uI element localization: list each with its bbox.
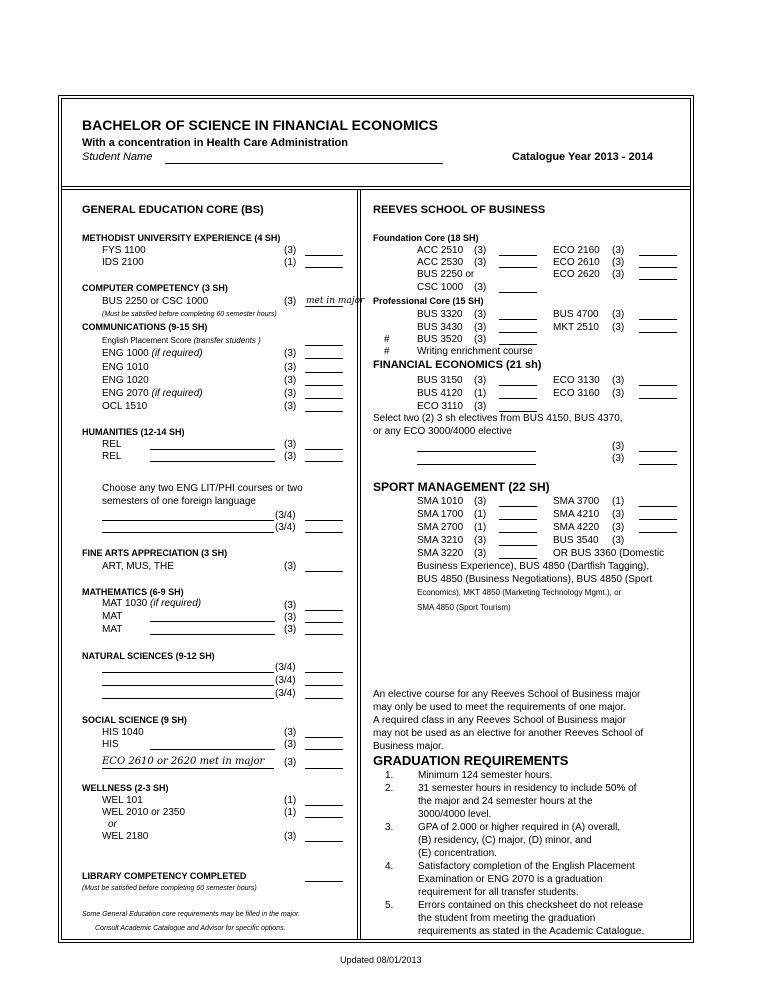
course-label: BUS 3150	[417, 375, 463, 386]
credit-hours: (3)	[612, 453, 625, 464]
foundation-title: Foundation Core (18 SH)	[373, 233, 479, 243]
grade-line[interactable]	[305, 805, 343, 806]
humanities-title: HUMANITIES (12-14 SH)	[82, 427, 185, 437]
course-label: BUS 4700	[553, 309, 599, 320]
alternative-courses: BUS 4850 (Business Negotiations), BUS 4850 (Sport	[417, 574, 653, 585]
elective-note: An elective course for any Reeves School of Business major	[373, 689, 641, 700]
course-label: MAT 1030 (if required)	[102, 598, 202, 609]
course-label: SMA 3210	[417, 535, 464, 546]
credit-hours: (3)	[284, 388, 297, 399]
grade-line[interactable]	[639, 532, 677, 533]
course-label: WEL 2010 or 2350	[102, 807, 186, 818]
grade-line[interactable]	[499, 398, 537, 399]
fine-arts-title: FINE ARTS APPRECIATION (3 SH)	[82, 548, 228, 558]
course-label: SMA 3220	[417, 548, 464, 559]
natural-title: NATURAL SCIENCES (9-12 SH)	[82, 651, 215, 661]
course-label: ECO 2620	[553, 269, 600, 280]
credit-hours: (3)	[612, 535, 625, 546]
credit-hours: (3)	[284, 439, 297, 450]
elective-note: Business major.	[373, 741, 444, 752]
credit-hours: (3)	[474, 496, 487, 507]
course-line[interactable]	[150, 634, 275, 635]
grade-line[interactable]	[305, 345, 343, 346]
course-line[interactable]	[102, 532, 274, 533]
updated-date: Updated 08/01/2013	[340, 955, 422, 965]
list-item: Minimum 124 semester hours.	[418, 770, 553, 781]
credit-hours: (3)	[474, 535, 487, 546]
course-label: ACC 2510	[417, 245, 464, 256]
grade-line[interactable]	[639, 332, 677, 333]
math-title: MATHEMATICS (6-9 SH)	[82, 587, 184, 597]
grade-line[interactable]	[305, 398, 343, 399]
list-item: (B) residency, (C) major, (D) minor, and	[418, 835, 592, 846]
credit-hours: (3)	[612, 322, 625, 333]
credit-hours: (1)	[474, 388, 487, 399]
grade-line[interactable]	[305, 768, 343, 769]
grade-line[interactable]	[499, 411, 537, 412]
grade-line[interactable]	[305, 749, 343, 750]
course-label: REL	[102, 451, 122, 462]
course-line[interactable]	[102, 672, 274, 673]
grade-line[interactable]	[305, 255, 343, 256]
list-item: Examination or ENG 2070 is a graduation	[418, 874, 603, 885]
grade-line[interactable]	[499, 385, 537, 386]
grade-line[interactable]	[305, 461, 343, 462]
grade-line[interactable]	[499, 558, 537, 559]
credit-hours: (3)	[474, 548, 487, 559]
course-label: BUS 3520	[417, 334, 463, 345]
credit-hours: (3)	[612, 441, 625, 452]
alternative-courses: Business Experience), BUS 4850 (Dartfish Tagging),	[417, 561, 650, 572]
or-label: or	[108, 819, 117, 830]
credit-hours: (3)	[284, 401, 297, 412]
writing-mark: #	[384, 346, 390, 357]
course-line[interactable]	[102, 698, 274, 699]
course-line[interactable]	[150, 461, 275, 462]
grade-line[interactable]	[499, 545, 537, 546]
course-line[interactable]	[417, 464, 536, 465]
list-number: 1.	[385, 770, 394, 781]
page-title: BACHELOR OF SCIENCE IN FINANCIAL ECONOMICS	[82, 117, 438, 133]
grade-line[interactable]	[499, 255, 537, 256]
credit-hours: (3)	[284, 757, 297, 768]
alternative-courses: SMA 4850 (Sport Tourism)	[417, 603, 511, 612]
course-line[interactable]	[102, 685, 274, 686]
list-item: (E) concentration.	[418, 848, 497, 859]
credit-hours: (1)	[612, 496, 625, 507]
elective-note: may not be used as an elective for another Reeves School of	[373, 728, 644, 739]
credit-hours: (3)	[284, 739, 297, 750]
grade-line[interactable]	[639, 464, 677, 465]
elective-note: may only be used to meet the requirements of one major.	[373, 702, 626, 713]
course-label: ECO 3130	[553, 375, 600, 386]
library-check-line[interactable]	[305, 881, 343, 882]
grade-line[interactable]	[305, 634, 343, 635]
handwritten-note: ECO 2610 or 2620 met in major	[102, 756, 265, 767]
grade-line[interactable]	[639, 506, 677, 507]
course-line[interactable]	[150, 449, 275, 450]
credit-hours: (3/4)	[275, 675, 296, 686]
course-line[interactable]	[150, 621, 275, 622]
course-label: ENG 2070 (if required)	[102, 388, 203, 399]
course-label: HIS 1040	[102, 727, 144, 738]
course-label: MAT	[102, 611, 123, 622]
course-label: ECO 2610	[553, 257, 600, 268]
course-label: OCL 1510	[102, 401, 148, 412]
course-label: MKT 2510	[553, 322, 599, 333]
course-label: SMA 1010	[417, 496, 464, 507]
course-label: HIS	[102, 739, 119, 750]
credit-hours: (3)	[284, 348, 297, 359]
header-divider-2	[61, 189, 691, 190]
course-label: ACC 2530	[417, 257, 464, 268]
grade-line[interactable]	[305, 622, 343, 623]
instruction: semesters of one foreign language	[102, 496, 256, 507]
list-item: Satisfactory completion of the English Placement	[418, 861, 635, 872]
note: (Must be satisfied before completing 60 semester hours)	[82, 885, 257, 892]
credit-hours: (3)	[612, 257, 625, 268]
credit-hours: (3)	[612, 309, 625, 320]
social-title: SOCIAL SCIENCE (9 SH)	[82, 715, 187, 725]
alternative-courses: Economics), MKT 4850 (Marketing Technology Mgmt.), or	[417, 588, 622, 597]
list-number: 5.	[385, 900, 394, 911]
computer-title: COMPUTER COMPETENCY (3 SH)	[82, 283, 228, 293]
course-label: ENG 1000 (if required)	[102, 348, 203, 359]
credit-hours: (3)	[284, 600, 297, 611]
course-label: WEL 101	[102, 795, 143, 806]
list-item: requirement for all transfer students.	[418, 887, 579, 898]
course-label: BUS 3430	[417, 322, 463, 333]
grade-line[interactable]	[499, 532, 537, 533]
course-label: REL	[102, 439, 122, 450]
course-label: ENG 1020	[102, 375, 149, 386]
credit-hours: (3)	[612, 375, 625, 386]
methodist-title: METHODIST UNIVERSITY EXPERIENCE (4 SH)	[82, 233, 281, 243]
course-label: SMA 1700	[417, 509, 464, 520]
writing-mark: #	[384, 334, 390, 345]
grade-line[interactable]	[305, 737, 343, 738]
credit-hours: (3)	[612, 245, 625, 256]
course-label: SMA 4220	[553, 522, 600, 533]
course-label: BUS 3540	[553, 535, 599, 546]
course-label: SMA 3700	[553, 496, 600, 507]
credit-hours: (3)	[284, 831, 297, 842]
credit-hours: (3/4)	[275, 522, 296, 533]
credit-hours: (3/4)	[275, 510, 296, 521]
fin-econ-title: FINANCIAL ECONOMICS (21 sh)	[373, 359, 542, 371]
course-label: BUS 2250 or CSC 1000	[102, 296, 209, 307]
footnote: Consult Academic Catalogue and Advisor for specific options.	[95, 925, 286, 932]
wellness-title: WELLNESS (2-3 SH)	[82, 783, 169, 793]
grade-line[interactable]	[305, 571, 343, 572]
credit-hours: (1)	[284, 807, 297, 818]
course-label: MAT	[102, 624, 123, 635]
course-label: SMA 4210	[553, 509, 600, 520]
grade-line[interactable]	[639, 319, 677, 320]
credit-hours: (3)	[474, 282, 487, 293]
list-item: 3000/4000 level.	[418, 809, 492, 820]
course-line[interactable]	[102, 768, 274, 769]
credit-hours: (3)	[612, 269, 625, 280]
credit-hours: (3)	[474, 375, 487, 386]
credit-hours: (3)	[284, 362, 297, 373]
grade-line[interactable]	[499, 519, 537, 520]
reeves-title: REEVES SCHOOL OF BUSINESS	[373, 204, 546, 216]
grade-line[interactable]	[305, 306, 343, 307]
grade-line[interactable]	[305, 520, 343, 521]
course-label: ECO 2160	[553, 245, 600, 256]
course-label: FYS 1100	[102, 245, 146, 256]
credit-hours: (1)	[284, 257, 297, 268]
placement-label: English Placement Score (transfer students )	[102, 336, 261, 345]
grade-line[interactable]	[639, 279, 677, 280]
credit-hours: (3)	[284, 727, 297, 738]
list-item: GPA of 2.000 or higher required in (A) overall,	[418, 822, 621, 833]
grade-line[interactable]	[305, 672, 343, 673]
credit-hours: (3)	[612, 509, 625, 520]
credit-hours: (3)	[284, 612, 297, 623]
elective-note: A required class in any Reeves School of Business major	[373, 715, 626, 726]
credit-hours: (3)	[474, 334, 487, 345]
grade-line[interactable]	[639, 398, 677, 399]
instruction: or any ECO 3000/4000 elective	[373, 426, 512, 437]
professional-title: Professional Core (15 SH)	[373, 296, 484, 306]
course-line[interactable]	[102, 520, 274, 521]
grade-line[interactable]	[499, 319, 537, 320]
credit-hours: (3)	[474, 257, 487, 268]
course-label: IDS 2100	[102, 257, 144, 268]
credit-hours: (3)	[612, 522, 625, 533]
grade-line[interactable]	[305, 267, 343, 268]
course-label: ECO 3110	[417, 401, 463, 412]
instruction: Choose any two ENG LIT/PHI courses or two	[102, 483, 303, 494]
library-title: LIBRARY COMPETENCY COMPLETED	[82, 871, 247, 881]
list-number: 3.	[385, 822, 394, 833]
course-label: ART, MUS, THE	[102, 561, 174, 572]
credit-hours: (3)	[612, 388, 625, 399]
course-label: WEL 2180	[102, 831, 149, 842]
communications-title: COMMUNICATIONS (9-15 SH)	[82, 322, 208, 332]
credit-hours: (1)	[474, 522, 487, 533]
course-label: BUS 2250 or	[417, 269, 475, 280]
credit-hours: (3)	[284, 245, 297, 256]
grade-line[interactable]	[305, 385, 343, 386]
grade-line[interactable]	[639, 451, 677, 452]
course-label: CSC 1000	[417, 282, 464, 293]
credit-hours: (3)	[284, 451, 297, 462]
handwritten-note: met in major	[306, 296, 365, 306]
credit-hours: (3)	[284, 561, 297, 572]
course-label: BUS 4120	[417, 388, 463, 399]
grade-line[interactable]	[639, 519, 677, 520]
list-item: the student from meeting the graduation	[418, 913, 596, 924]
student-name-label: Student Name	[82, 151, 153, 163]
credit-hours: (3)	[474, 322, 487, 333]
credit-hours: (1)	[474, 509, 487, 520]
instruction: Select two (2) 3 sh electives from BUS 4150, BUS 4370,	[373, 413, 623, 424]
grade-line[interactable]	[499, 344, 537, 345]
grade-line[interactable]	[499, 292, 537, 293]
page-subtitle: With a concentration in Health Care Administration	[82, 137, 348, 149]
course-label: SMA 2700	[417, 522, 464, 533]
grade-line[interactable]	[305, 841, 343, 842]
credit-hours: (3)	[284, 375, 297, 386]
gen-ed-title: GENERAL EDUCATION CORE (BS)	[82, 204, 264, 216]
grade-line[interactable]	[499, 267, 537, 268]
course-line[interactable]	[417, 451, 536, 452]
credit-hours: (3)	[474, 245, 487, 256]
catalogue-year: Catalogue Year 2013 - 2014	[512, 151, 654, 163]
note: (Must be satisfied before completing 60 semester hours)	[102, 311, 277, 318]
grade-line[interactable]	[499, 506, 537, 507]
list-item: Errors contained on this checksheet do not release	[418, 900, 644, 911]
grade-line[interactable]	[305, 698, 343, 699]
grade-line[interactable]	[305, 372, 343, 373]
list-item: 31 semester hours in residency to include 50% of	[418, 783, 637, 794]
graduation-title: GRADUATION REQUIREMENTS	[373, 753, 569, 768]
grade-line[interactable]	[305, 685, 343, 686]
course-label: ECO 3160	[553, 388, 600, 399]
footnote: Some General Education core requirements may be filled in the major.	[82, 911, 301, 918]
list-item: the major and 24 semester hours at the	[418, 796, 593, 807]
list-number: 2.	[385, 783, 394, 794]
grade-line[interactable]	[305, 610, 343, 611]
credit-hours: (1)	[284, 795, 297, 806]
course-label: ENG 1010	[102, 362, 149, 373]
grade-line[interactable]	[499, 332, 537, 333]
header-divider	[61, 186, 691, 187]
alternative-courses: OR BUS 3360 (Domestic	[553, 548, 665, 559]
course-line[interactable]	[150, 749, 275, 750]
student-name-field[interactable]	[165, 163, 443, 164]
credit-hours: (3)	[284, 296, 297, 307]
course-label: BUS 3320	[417, 309, 463, 320]
grade-line[interactable]	[305, 532, 343, 533]
grade-line[interactable]	[639, 255, 677, 256]
grade-line[interactable]	[305, 358, 343, 359]
credit-hours: (3/4)	[275, 688, 296, 699]
writing-note: Writing enrichment course	[417, 346, 533, 357]
credit-hours: (3)	[474, 309, 487, 320]
sport-title: SPORT MANAGEMENT (22 SH)	[373, 480, 550, 494]
credit-hours: (3/4)	[275, 662, 296, 673]
credit-hours: (3)	[284, 624, 297, 635]
grade-line[interactable]	[305, 817, 343, 818]
list-item: requirements as stated in the Academic Catalogue.	[418, 926, 645, 937]
grade-line[interactable]	[639, 267, 677, 268]
list-number: 4.	[385, 861, 394, 872]
grade-line[interactable]	[639, 385, 677, 386]
grade-line[interactable]	[305, 449, 343, 450]
credit-hours: (3)	[474, 401, 487, 412]
grade-line[interactable]	[305, 411, 343, 412]
